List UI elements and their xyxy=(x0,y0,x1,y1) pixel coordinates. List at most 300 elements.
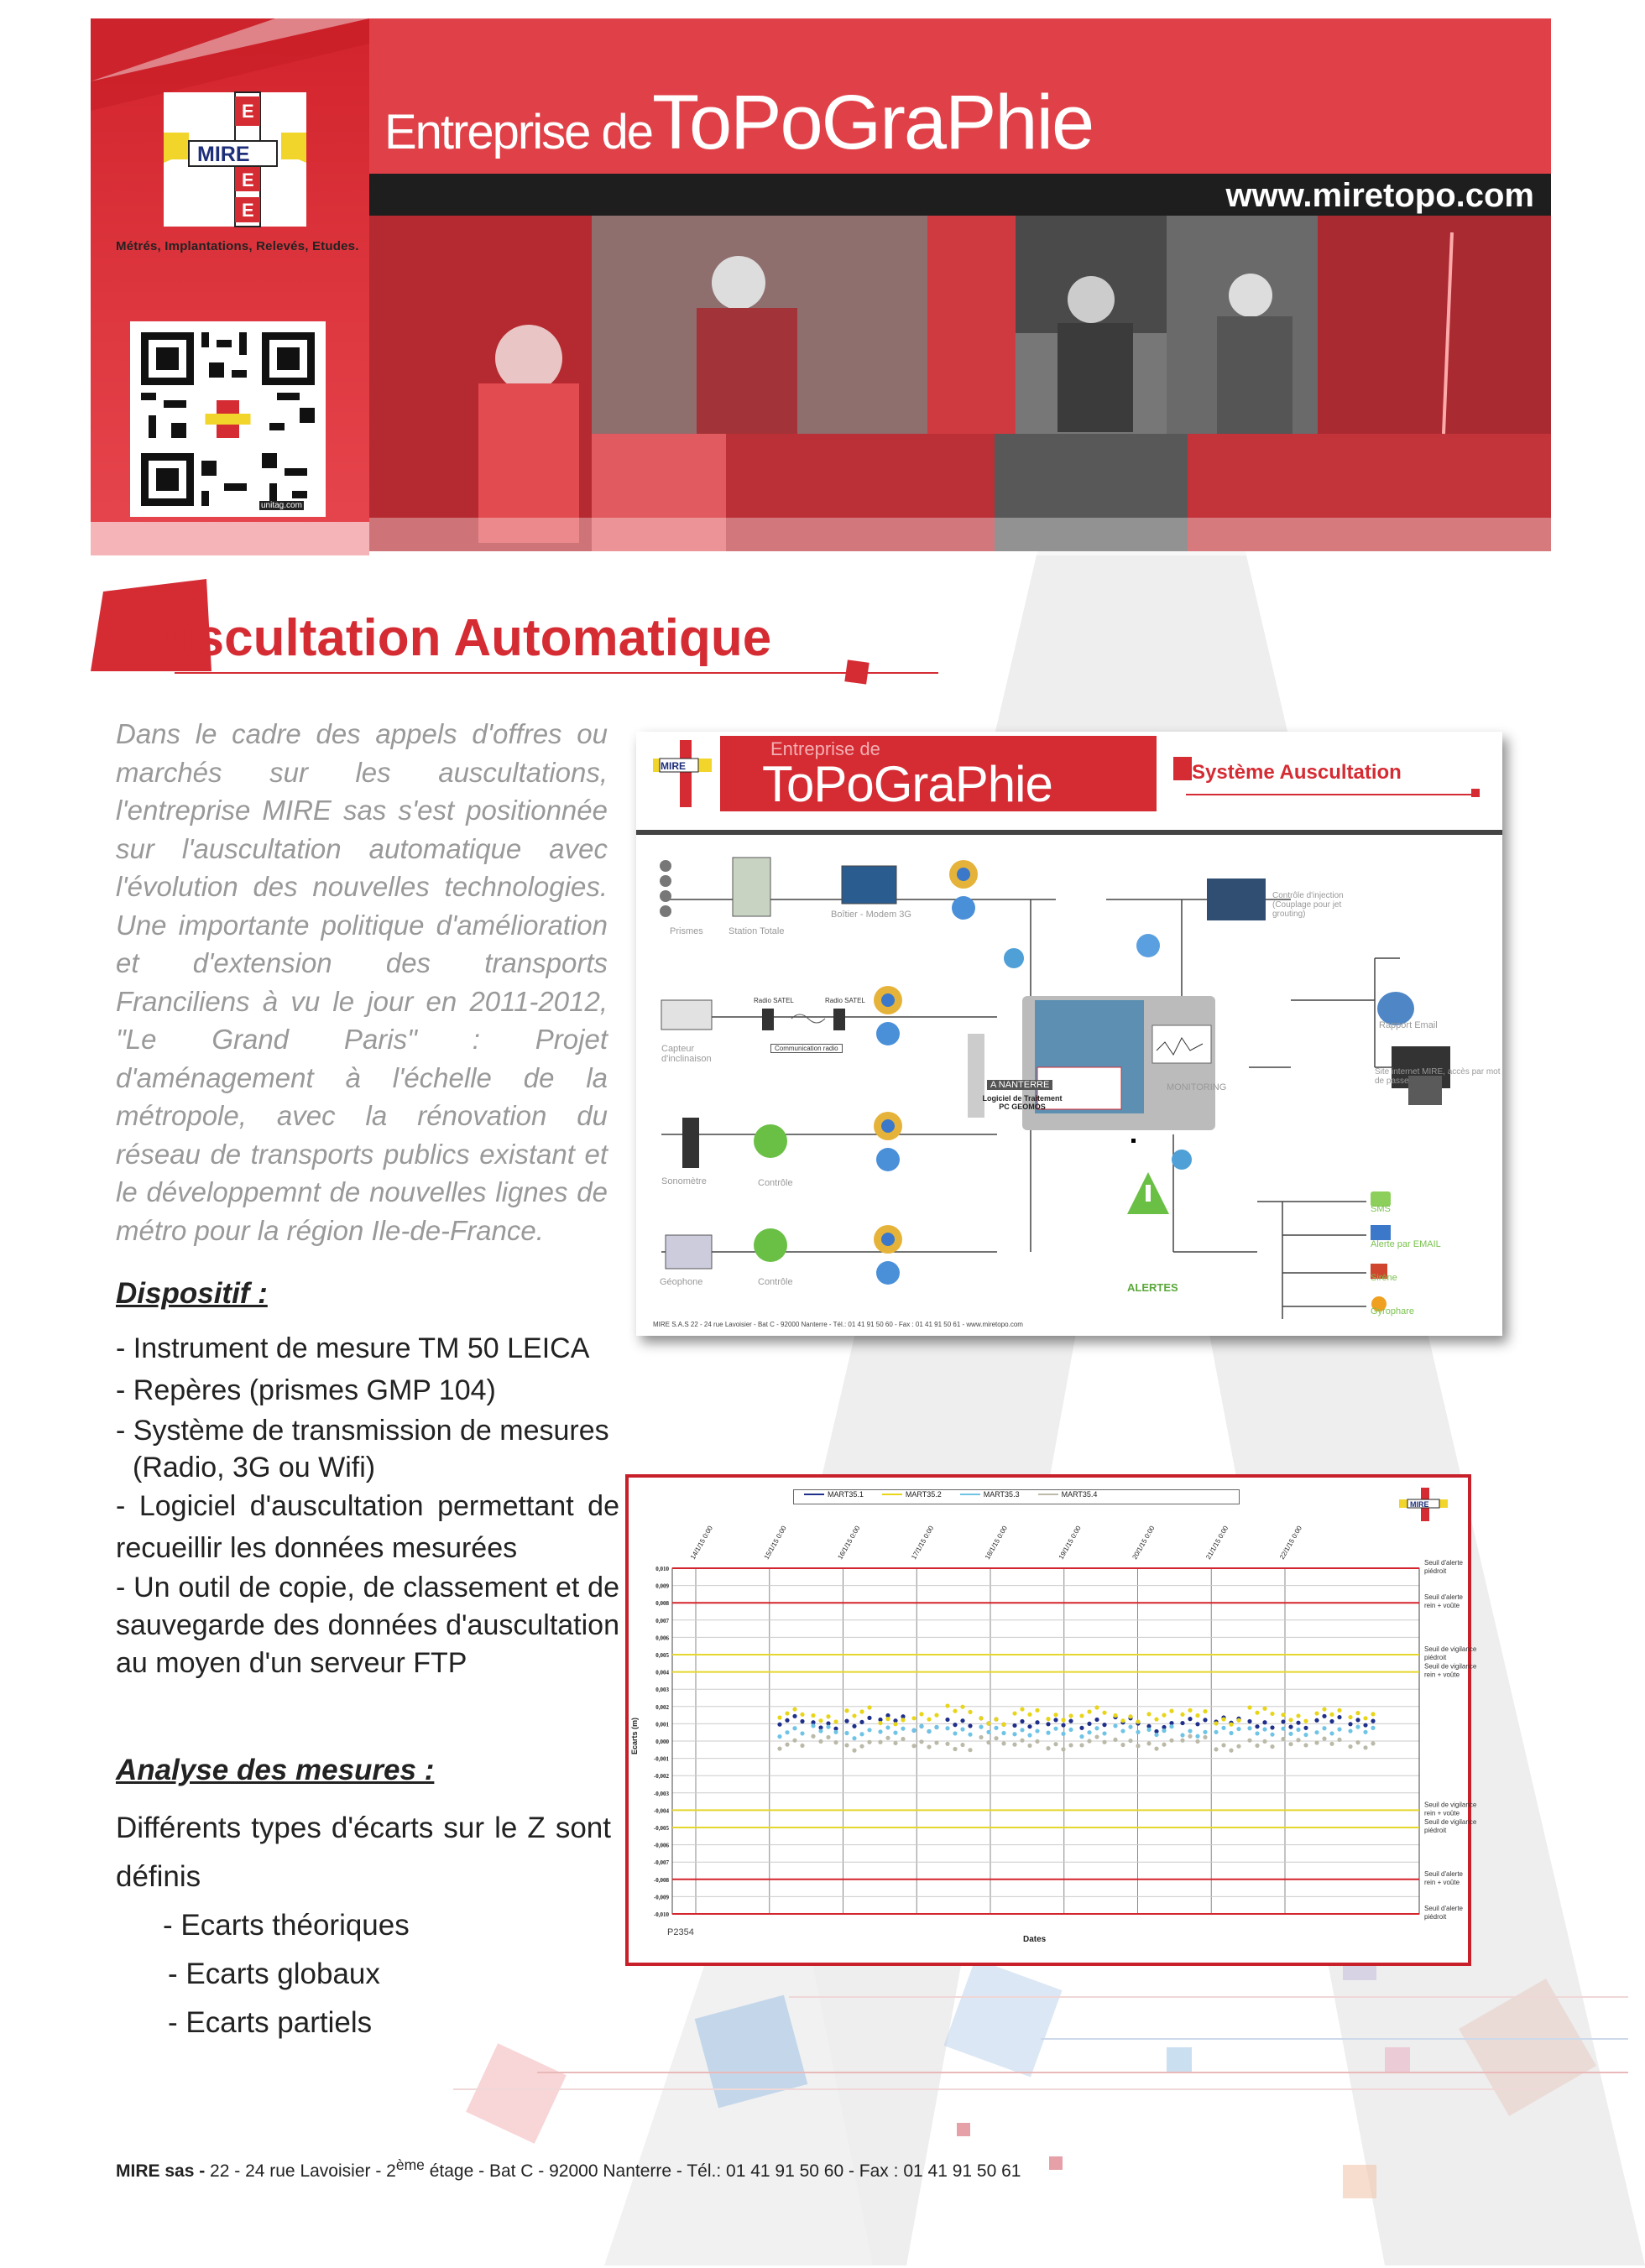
company-tagline: Métrés, Implantations, Relevés, Etudes. xyxy=(116,239,359,253)
label-sms: SMS xyxy=(1371,1204,1391,1214)
data-point xyxy=(1236,1727,1240,1731)
data-point xyxy=(1229,1731,1233,1735)
data-point xyxy=(818,1739,822,1744)
y-tick-label: -0,008 xyxy=(653,1876,669,1884)
footer-sup: ème xyxy=(395,2156,425,2173)
footer-company: MIRE sas - xyxy=(116,2161,206,2181)
data-point xyxy=(852,1749,856,1753)
data-point xyxy=(919,1739,923,1744)
data-point xyxy=(1363,1745,1367,1749)
list-item: - Un outil de copie, de classement et de sauvegarde des données d'auscultation au moyen d'un serveur FTP xyxy=(116,1572,619,1679)
data-point xyxy=(826,1735,830,1739)
data-point xyxy=(1337,1708,1341,1713)
data-point xyxy=(1180,1721,1184,1725)
data-point xyxy=(1262,1707,1266,1711)
data-point xyxy=(960,1705,964,1709)
data-point xyxy=(1303,1743,1308,1747)
intro-paragraph: Dans le cadre des appels d'offres ou marchés sur les auscultations, l'entreprise MIRE sas s'est positionnée sur l'auscultation automatique avec l'évolution des nouvelles technologies. Une importante politique d'amélioration et d'extension des transports Franciliens à vu le jour en 2011-2012, "Le Grand Paris" : Projet d'aménagement à l'échelle de la métropole, avec la rénovation du réseau de transports publics existant et le développemnt de nouvelles lignes de métro pour la région Ile-de-France. xyxy=(116,718,608,1246)
data-point xyxy=(1061,1718,1065,1722)
y-tick-label: 0,002 xyxy=(655,1703,669,1711)
data-point xyxy=(901,1737,905,1741)
svg-text:E: E xyxy=(242,169,254,190)
data-point xyxy=(1180,1713,1184,1717)
x-tick-label: 21/1/15 0:00 xyxy=(1204,1524,1230,1561)
x-tick-label: 22/1/15 0:00 xyxy=(1277,1524,1303,1561)
qr-code[interactable] xyxy=(130,321,326,517)
data-point xyxy=(911,1728,916,1733)
data-point xyxy=(800,1731,804,1735)
data-point xyxy=(934,1740,938,1744)
data-point xyxy=(1288,1742,1292,1746)
data-point xyxy=(1146,1712,1151,1716)
data-point xyxy=(1053,1713,1058,1717)
data-point xyxy=(1322,1737,1326,1741)
label-controle-1: Contrôle xyxy=(758,1178,793,1188)
data-point xyxy=(1214,1730,1218,1734)
data-point xyxy=(1012,1723,1016,1728)
data-point xyxy=(859,1720,864,1724)
data-point xyxy=(1020,1728,1024,1732)
data-point xyxy=(1035,1739,1039,1744)
data-point xyxy=(1195,1713,1199,1718)
threshold-label: Seuil de vigilance rein + voûte xyxy=(1424,1662,1477,1679)
data-point xyxy=(1188,1708,1192,1713)
label-radio-1: Radio SATEL xyxy=(754,997,794,1004)
x-tick-label: 18/1/15 0:00 xyxy=(983,1524,1009,1561)
data-point xyxy=(1046,1722,1050,1726)
chart-legend xyxy=(793,1489,1240,1504)
data-point xyxy=(994,1717,998,1721)
data-point xyxy=(1255,1731,1259,1735)
data-point xyxy=(818,1728,822,1733)
legend-label: MART35.4 xyxy=(1061,1490,1098,1499)
data-point xyxy=(979,1716,983,1720)
data-point xyxy=(1154,1717,1158,1721)
data-point xyxy=(811,1713,815,1718)
data-point xyxy=(968,1748,972,1752)
label-geophone: Géophone xyxy=(660,1277,703,1287)
label-sirene: Sirène xyxy=(1371,1273,1397,1283)
data-point xyxy=(1087,1739,1091,1743)
title-main-word: ToPoGraPhie xyxy=(651,80,1094,165)
data-point xyxy=(1113,1723,1117,1728)
data-point xyxy=(777,1715,781,1719)
qr-caption: unitag.com xyxy=(261,501,302,510)
data-point xyxy=(1120,1718,1125,1723)
data-point xyxy=(1162,1713,1166,1718)
data-point xyxy=(1314,1740,1319,1744)
y-tick-label: 0,010 xyxy=(655,1566,669,1572)
data-point xyxy=(968,1710,972,1714)
data-point xyxy=(1087,1722,1091,1726)
data-point xyxy=(1337,1715,1341,1719)
data-point xyxy=(986,1740,990,1744)
data-point xyxy=(1154,1733,1158,1737)
data-point xyxy=(811,1734,815,1739)
data-point xyxy=(1079,1743,1084,1747)
x-tick-label: 17/1/15 0:00 xyxy=(910,1524,936,1561)
label-radio-2: Radio SATEL xyxy=(825,997,865,1004)
data-point xyxy=(833,1740,838,1744)
data-point xyxy=(1035,1708,1039,1713)
data-point xyxy=(1337,1738,1341,1742)
data-point xyxy=(1012,1743,1016,1747)
data-point xyxy=(1154,1746,1158,1750)
data-point xyxy=(1270,1725,1274,1729)
data-point xyxy=(1188,1734,1192,1739)
data-point xyxy=(1094,1726,1099,1730)
data-point xyxy=(1348,1722,1352,1726)
label-alertes: ALERTES xyxy=(1127,1281,1178,1294)
data-point xyxy=(1262,1720,1266,1724)
data-point xyxy=(1281,1727,1285,1731)
x-tick-label: 16/1/15 0:00 xyxy=(836,1524,862,1561)
legend-swatch xyxy=(882,1494,902,1495)
list-item: - Ecarts globaux xyxy=(168,1958,380,1990)
data-point xyxy=(1221,1743,1225,1747)
data-point xyxy=(1221,1726,1225,1730)
x-tick-label: 15/1/15 0:00 xyxy=(762,1524,788,1561)
data-point xyxy=(1281,1737,1285,1741)
data-point xyxy=(1337,1727,1341,1731)
list-item: - Repères (prismes GMP 104) xyxy=(116,1374,496,1406)
y-tick-label: 0,000 xyxy=(655,1739,669,1745)
data-point xyxy=(945,1742,949,1746)
data-point xyxy=(893,1722,897,1726)
data-point xyxy=(919,1712,923,1716)
label-monitoring: MONITORING xyxy=(1167,1082,1227,1092)
list-item: - Instrument de mesure TM 50 LEICA xyxy=(116,1332,590,1364)
y-tick-label: 0,003 xyxy=(655,1687,669,1694)
data-point xyxy=(1094,1718,1099,1722)
label-gyrophare: Gyrophare xyxy=(1371,1306,1414,1316)
data-point xyxy=(1348,1744,1352,1749)
data-point xyxy=(852,1736,856,1740)
data-point xyxy=(1203,1718,1207,1722)
y-tick-label: 0,001 xyxy=(655,1721,669,1728)
diagram-logo-text: MIRE xyxy=(661,760,686,772)
legend-entry xyxy=(1038,1490,1098,1499)
threshold-label: Seuil d'alerte piédroit xyxy=(1424,1905,1463,1921)
data-point xyxy=(1355,1718,1360,1722)
data-point xyxy=(1102,1740,1106,1744)
y-axis-label: Ecarts (m) xyxy=(630,1717,639,1754)
data-point xyxy=(785,1730,789,1734)
project-code: P2354 xyxy=(667,1927,694,1937)
data-point xyxy=(1296,1721,1300,1725)
data-point xyxy=(1146,1741,1151,1745)
data-point xyxy=(1020,1739,1024,1743)
data-point xyxy=(1363,1730,1367,1734)
threshold-label: Seuil de vigilance piédroit xyxy=(1424,1818,1477,1834)
label-boitier: Boîtier - Modem 3G xyxy=(831,910,911,920)
data-point xyxy=(1046,1717,1050,1721)
legend-label: MART35.3 xyxy=(983,1490,1020,1499)
data-point xyxy=(826,1725,830,1729)
footer-address-2: étage - Bat C - 92000 Nanterre - Tél.: 01 41 91 50 60 - Fax : 01 41 91 50 61 xyxy=(424,2161,1021,2181)
data-point xyxy=(927,1729,931,1734)
data-point xyxy=(1348,1715,1352,1719)
data-point xyxy=(867,1705,871,1709)
data-point xyxy=(1371,1719,1375,1723)
data-point xyxy=(1314,1711,1319,1715)
data-point xyxy=(785,1743,789,1747)
chart-plot xyxy=(629,1478,1477,1963)
data-point xyxy=(1162,1743,1166,1747)
data-point xyxy=(1371,1712,1375,1716)
data-point xyxy=(1288,1718,1292,1722)
threshold-label: Seuil de vigilance rein + voûte xyxy=(1424,1801,1477,1817)
y-tick-label: -0,001 xyxy=(653,1755,669,1763)
data-point xyxy=(785,1711,789,1715)
data-point xyxy=(844,1743,849,1747)
data-point xyxy=(934,1713,938,1718)
data-point xyxy=(1195,1739,1199,1744)
analyse-heading: Analyse des mesures : xyxy=(116,1754,435,1786)
data-point xyxy=(878,1740,882,1744)
label-site-internet: Site internet MIRE, accès par mot de passe xyxy=(1375,1067,1501,1086)
data-point xyxy=(1329,1713,1334,1717)
data-point xyxy=(1255,1744,1259,1748)
data-point xyxy=(1001,1731,1005,1735)
data-point xyxy=(994,1726,998,1730)
data-point xyxy=(1255,1724,1259,1728)
y-tick-label: -0,005 xyxy=(653,1825,669,1832)
data-point xyxy=(893,1731,897,1735)
data-point xyxy=(1296,1738,1300,1742)
label-controle-injection: Contrôle d'injection (Couplage pour jet grouting) xyxy=(1272,891,1344,919)
legend-label: MART35.2 xyxy=(905,1490,942,1499)
svg-text:E: E xyxy=(242,101,254,122)
data-point xyxy=(1303,1726,1308,1730)
y-tick-label: -0,007 xyxy=(653,1859,669,1867)
data-point xyxy=(1046,1731,1050,1735)
data-point xyxy=(777,1746,781,1750)
data-point xyxy=(1035,1728,1039,1733)
analyse-text: Différents types d'écarts sur le Z sont définis xyxy=(116,1812,611,1893)
label-nanterre: A NANTERRE xyxy=(987,1080,1052,1090)
y-tick-label: -0,003 xyxy=(653,1790,669,1797)
data-point xyxy=(777,1723,781,1727)
data-point xyxy=(953,1723,957,1727)
data-point xyxy=(1270,1733,1274,1737)
website-bar xyxy=(369,174,1551,216)
data-point xyxy=(979,1735,983,1739)
label-logiciel: Logiciel de Traitement PC GEOMOS xyxy=(982,1094,1063,1111)
data-point xyxy=(1180,1733,1184,1737)
data-point xyxy=(1203,1709,1207,1713)
data-point xyxy=(1079,1734,1084,1739)
legend-swatch xyxy=(804,1494,824,1495)
data-point xyxy=(800,1744,804,1748)
decorative-squares xyxy=(453,1913,1628,2265)
data-point xyxy=(1348,1728,1352,1733)
y-tick-label: -0,010 xyxy=(653,1911,669,1918)
data-point xyxy=(1288,1732,1292,1736)
data-point xyxy=(1094,1705,1099,1709)
data-point xyxy=(1247,1719,1251,1723)
y-tick-label: 0,006 xyxy=(655,1635,669,1642)
data-point xyxy=(1120,1728,1125,1733)
list-item: (Radio, 3G ou Wifi) xyxy=(133,1452,376,1483)
data-point xyxy=(800,1719,804,1723)
label-sonometre: Sonomètre xyxy=(661,1176,707,1186)
data-point xyxy=(893,1741,897,1745)
data-point xyxy=(1214,1747,1218,1751)
data-point xyxy=(1136,1744,1140,1748)
data-point xyxy=(1068,1713,1073,1718)
data-point xyxy=(1371,1726,1375,1730)
data-point xyxy=(1046,1746,1050,1750)
data-point xyxy=(911,1744,916,1748)
data-point xyxy=(1188,1717,1192,1721)
data-point xyxy=(1262,1739,1266,1744)
y-tick-label: -0,002 xyxy=(653,1773,669,1781)
data-point xyxy=(945,1718,949,1722)
data-point xyxy=(885,1736,890,1740)
data-point xyxy=(1061,1747,1065,1751)
list-item: - Logiciel d'auscultation permettant de recueillir les données mesurées xyxy=(116,1490,619,1564)
data-point xyxy=(986,1721,990,1725)
data-point xyxy=(859,1709,864,1713)
legend-label: MART35.1 xyxy=(828,1490,864,1499)
data-point xyxy=(1053,1718,1058,1722)
data-point xyxy=(833,1730,838,1734)
data-point xyxy=(1322,1714,1326,1718)
x-tick-label: 20/1/15 0:00 xyxy=(1131,1524,1157,1561)
label-rapport-email: Rapport Email xyxy=(1379,1020,1438,1030)
data-point xyxy=(1087,1730,1091,1734)
data-point xyxy=(1329,1742,1334,1746)
data-point xyxy=(1169,1709,1173,1713)
data-point xyxy=(1363,1723,1367,1727)
data-point xyxy=(1136,1719,1140,1723)
data-point xyxy=(1322,1707,1326,1711)
data-point xyxy=(1195,1722,1199,1726)
data-point xyxy=(953,1709,957,1713)
data-point xyxy=(867,1740,871,1744)
threshold-label: Seuil d'alerte rein + voûte xyxy=(1424,1869,1463,1886)
data-point xyxy=(1314,1730,1319,1734)
x-tick-label: 19/1/15 0:00 xyxy=(1057,1524,1083,1561)
data-point xyxy=(878,1729,882,1734)
data-point xyxy=(878,1721,882,1725)
y-tick-label: 0,004 xyxy=(655,1669,669,1676)
data-point xyxy=(1136,1730,1140,1734)
data-point xyxy=(1303,1733,1308,1737)
data-point xyxy=(1027,1744,1031,1748)
svg-text:MIRE: MIRE xyxy=(197,143,250,166)
data-point xyxy=(960,1727,964,1731)
list-item: - Système de transmission de mesures xyxy=(116,1415,609,1447)
y-tick-label: 0,009 xyxy=(655,1582,669,1590)
data-point xyxy=(1001,1723,1005,1727)
website-link[interactable]: www.miretopo.com xyxy=(1225,177,1534,214)
data-point xyxy=(1027,1724,1031,1728)
data-point xyxy=(1203,1730,1207,1734)
mire-logo xyxy=(164,92,306,227)
worksite-photo-collage xyxy=(369,216,1551,551)
data-point xyxy=(785,1718,789,1723)
threshold-label: Seuil d'alerte piédroit xyxy=(1424,1559,1463,1575)
data-point xyxy=(1146,1728,1151,1732)
diagram-banner-prefix: Entreprise de xyxy=(770,738,880,759)
footer-address-1: 22 - 24 rue Lavoisier - 2 xyxy=(210,2161,396,2181)
data-point xyxy=(1229,1749,1233,1753)
data-point xyxy=(1068,1743,1073,1747)
data-point xyxy=(792,1739,796,1743)
data-point xyxy=(867,1716,871,1720)
data-point xyxy=(777,1734,781,1739)
data-point xyxy=(1188,1728,1192,1733)
label-alerte-email: Alerte par EMAIL xyxy=(1371,1239,1441,1249)
data-point xyxy=(1102,1731,1106,1735)
data-point xyxy=(1027,1733,1031,1737)
data-point xyxy=(800,1713,804,1717)
data-point xyxy=(1120,1743,1125,1747)
data-point xyxy=(792,1707,796,1711)
data-point xyxy=(1236,1718,1240,1723)
dispositif-heading: Dispositif : xyxy=(116,1277,268,1310)
data-point xyxy=(968,1723,972,1728)
label-comm-radio: Communication radio xyxy=(770,1044,843,1053)
data-point xyxy=(1322,1726,1326,1730)
data-point xyxy=(1128,1725,1132,1729)
data-point xyxy=(792,1714,796,1718)
data-point xyxy=(859,1744,864,1749)
data-point xyxy=(1094,1734,1099,1739)
data-point xyxy=(953,1747,957,1751)
data-point xyxy=(844,1708,849,1713)
data-point xyxy=(945,1703,949,1708)
data-point xyxy=(1102,1711,1106,1715)
y-tick-label: -0,009 xyxy=(653,1894,669,1901)
data-point xyxy=(1288,1725,1292,1729)
y-tick-label: 0,007 xyxy=(655,1617,669,1624)
dispositif-list xyxy=(116,1327,619,1682)
data-point xyxy=(811,1723,815,1728)
chart-logo xyxy=(1399,1488,1448,1521)
label-capteur: Capteur d'inclinaison xyxy=(661,1044,712,1064)
data-point xyxy=(1113,1738,1117,1742)
data-point xyxy=(1329,1731,1334,1735)
y-tick-label: 0,008 xyxy=(655,1600,669,1608)
data-point xyxy=(927,1744,931,1749)
data-point xyxy=(1236,1744,1240,1749)
data-point xyxy=(1214,1721,1218,1725)
legend-entry xyxy=(804,1490,864,1499)
data-point xyxy=(1247,1726,1251,1730)
data-point xyxy=(979,1725,983,1729)
data-point xyxy=(1061,1732,1065,1736)
data-point xyxy=(1180,1739,1184,1743)
data-point xyxy=(960,1718,964,1723)
data-point xyxy=(1035,1720,1039,1724)
title-prefix: Entreprise de xyxy=(384,105,652,159)
list-item: - Ecarts partiels xyxy=(168,2006,373,2039)
data-point xyxy=(859,1732,864,1736)
data-point xyxy=(833,1719,838,1723)
data-point xyxy=(1221,1717,1225,1721)
x-tick-label: 14/1/15 0:00 xyxy=(688,1524,714,1561)
data-point xyxy=(1371,1741,1375,1745)
data-point xyxy=(885,1725,890,1729)
data-point xyxy=(1169,1724,1173,1728)
data-point xyxy=(901,1727,905,1731)
data-point xyxy=(1061,1723,1065,1727)
data-point xyxy=(1247,1739,1251,1743)
data-point xyxy=(945,1726,949,1730)
